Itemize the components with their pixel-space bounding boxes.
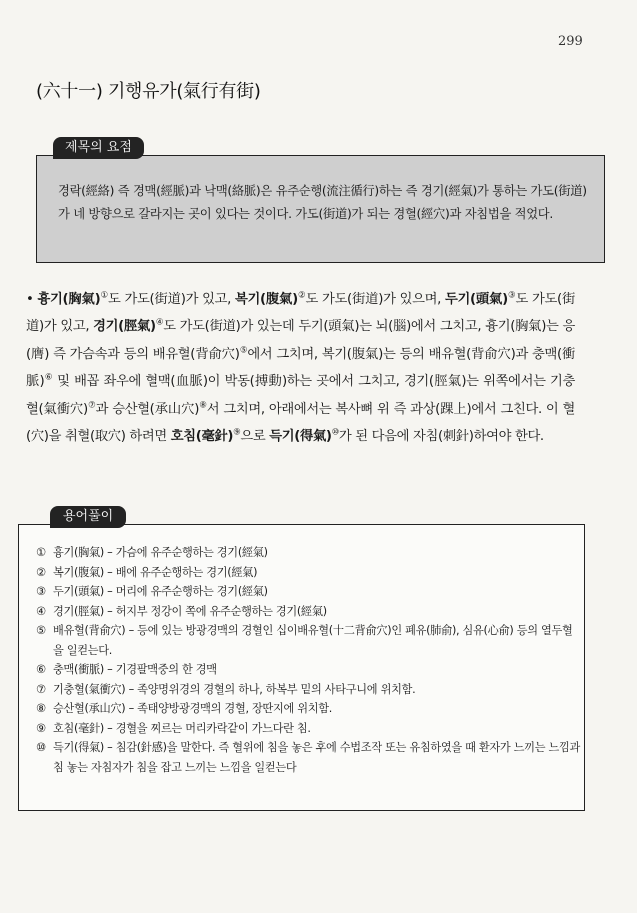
glossary-item-text: 배유혈(背俞穴) – 등에 있는 방광경맥의 경혈인 십이배유혈(十二背俞穴)인 폐유(肺俞), 심유(心俞) 등의 열두혈을 일컫는다. [53,624,573,657]
body-text-segment: 에서 그치며, 복기(腹氣)는 등의 배유혈(背俞穴)과 충맥(衝脈) [26,346,575,390]
body-text-segment: • [26,292,38,307]
glossary-item [36,719,581,739]
glossary-item-text: 경기(脛氣) – 허지부 정강이 쪽에 유주순행하는 경기(經氣) [53,604,327,618]
footnote-marker: ④ [155,317,164,328]
glossary-item-text: 흉기(胸氣) – 가슴에 유주순행하는 경기(經氣) [53,546,268,559]
glossary-item-number: ⑩ [36,741,46,754]
summary-label: 제목의 요점 [53,137,144,159]
footnote-marker: ⑥ [44,372,53,383]
glossary-item-number: ⑥ [36,663,46,676]
body-text-segment: 도 가도(街道)가 있으며, [305,292,446,307]
footnote-marker: ② [297,290,306,301]
glossary-item [36,543,581,563]
glossary-item [36,563,581,583]
glossary-label: 용어풀이 [50,506,126,528]
key-term: 두기(頭氣) [445,292,508,307]
key-term: 경기(脛氣) [93,319,156,335]
glossary-item [36,582,581,602]
glossary-item-text: 호침(毫針) – 경혈을 찌르는 머리카락같이 가느다란 침. [53,721,311,735]
glossary-item-number: ⑨ [36,721,46,735]
glossary-list [36,543,581,777]
footnote-marker: ⑦ [87,400,96,411]
glossary-item [36,602,581,622]
glossary-item [36,621,581,660]
body-paragraph [26,286,575,450]
footnote-marker: ⑤ [239,345,248,356]
glossary-item-text: 복기(腹氣) – 배에 유주순행하는 경기(經氣) [53,565,258,579]
glossary-item-text: 승산혈(承山穴) – 족태양방광경맥의 경혈, 장딴지에 위치함. [53,702,333,715]
footnote-marker: ⑨ [233,427,241,438]
glossary-item-number: ④ [36,604,46,618]
glossary-item [36,738,581,777]
glossary-item-text: 기충혈(氣衝穴) – 족양명위경의 경혈의 하나, 하복부 밑의 사타구니에 위치함. [53,682,416,696]
glossary-item-number: ② [36,565,46,579]
key-term: 흉기(胸氣) [37,292,101,307]
glossary-item-text: 충맥(衝脈) – 기경팔맥중의 한 경맥 [53,663,217,676]
page-number: 299 [558,34,583,49]
glossary-item-number: ① [36,546,46,559]
key-term: 득기(得氣) [269,429,332,445]
glossary-item-number: ⑤ [36,624,46,637]
body-text-segment: 도 가도(街道)가 있는데 두기(頭氣)는 뇌(腦)에서 그치고, 흉기(胸氣)는 응(膺) 즉 가슴속과 등의 배유혈(背俞穴) [26,319,575,362]
body-text-segment: 및 배꼽 좌우에 혈맥(血脈)이 박동(搏動)하는 곳에서 그치고, 경기(脛氣)는 위쪽에서는 기충혈(氣衝穴) [26,374,575,417]
glossary-item [36,699,581,719]
glossary-item-text: 득기(得氣) – 침감(針感)을 말한다. 즉 혈위에 침을 놓은 후에 수법조작 또는 유침하였을 때 환자가 느끼는 느낌과 침 놓는 자침자가 침을 잡고 느끼는 느낌을 일컫는다 [53,741,580,774]
glossary-item-number: ③ [36,585,46,598]
body-text-segment: 도 가도(街道)가 있고, [108,292,236,307]
body-text-segment: 도 가도(街道)가 있고, [26,292,575,335]
key-term: 복기(腹氣) [235,292,298,307]
body-text-segment: 과 승산혈(承山穴) [95,401,200,417]
chapter-title: (六十一) 기행유가(氣行有街) [36,81,261,102]
glossary-item [36,680,581,700]
body-text-segment: 가 된 다음에 자침(刺針)하여야 한다. [338,429,544,445]
footnote-marker: ③ [507,290,516,301]
footnote-marker: ⑩ [331,427,339,438]
glossary-item-number: ⑧ [36,702,46,715]
footnote-marker: ① [100,290,108,301]
footnote-marker: ⑧ [199,400,207,411]
summary-text: 경락(經絡) 즉 경맥(經脈)과 낙맥(絡脈)은 유주순행(流注循行)하는 즉 경기(經氣)가 통하는 가도(街道)가 네 방향으로 갈라지는 곳이 있다는 것이다. 가도(街道)가 되는 경혈(經穴)과 자침법을 적었다. [58,184,587,221]
body-text-segment: 서 그치며, 아래에서는 복사뼈 위 즉 과상(踝上)에서 그친다. 이 혈(穴)을 취혈(取穴) 하려면 [26,401,576,445]
glossary-item-number: ⑦ [36,682,46,696]
key-term: 호침(毫針) [170,429,234,445]
glossary-item [36,660,581,680]
glossary-item-text: 두기(頭氣) – 머리에 유주순행하는 경기(經氣) [53,585,268,598]
body-text-segment: 으로 [240,429,270,445]
